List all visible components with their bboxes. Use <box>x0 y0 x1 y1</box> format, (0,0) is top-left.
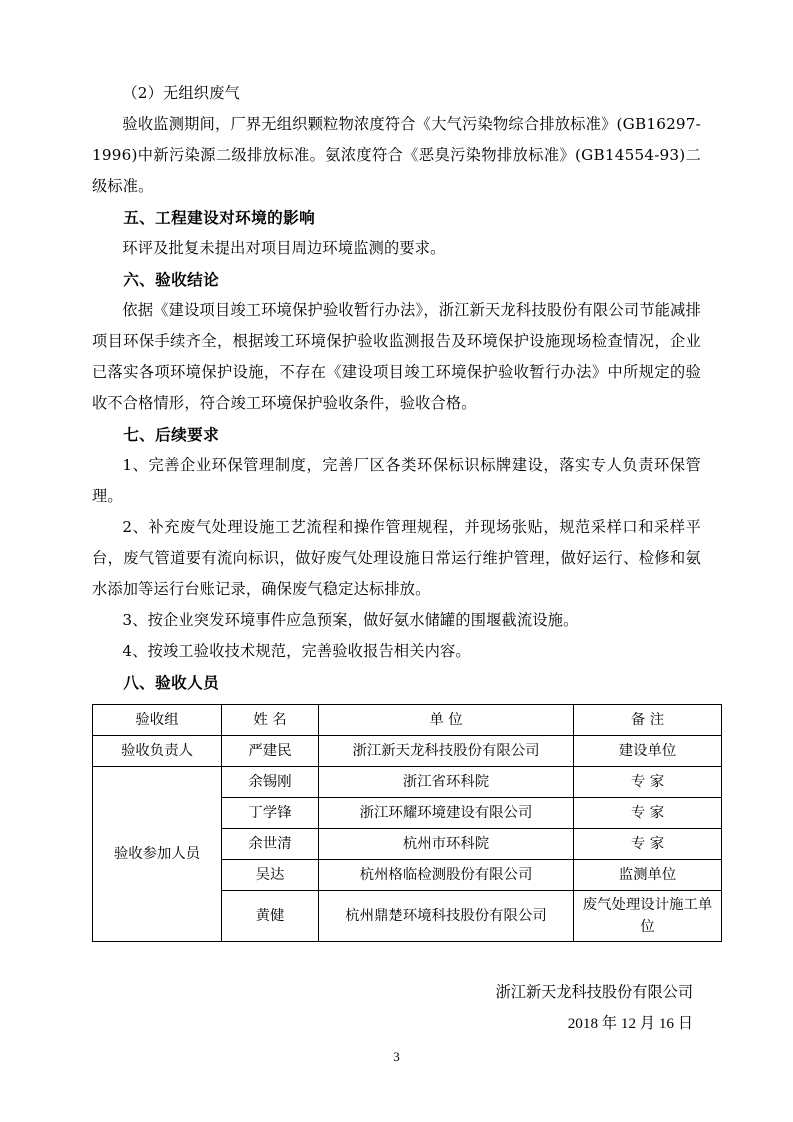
row-unit: 杭州格临检测股份有限公司 <box>319 860 574 891</box>
row-note: 建设单位 <box>574 736 722 767</box>
row-name: 余锡刚 <box>222 767 319 798</box>
table-header-note: 备 注 <box>574 705 722 736</box>
row-name: 吴达 <box>222 860 319 891</box>
paragraph-requirement-4: 4、按竣工验收技术规范，完善验收报告相关内容。 <box>122 642 471 660</box>
row-name: 余世清 <box>222 829 319 860</box>
signature-date: 2018 年 12 月 16 日 <box>567 1015 693 1032</box>
table-header-row <box>93 705 722 736</box>
row-name: 黄健 <box>222 891 319 942</box>
row-unit: 杭州鼎楚环境科技股份有限公司 <box>319 891 574 942</box>
row-unit: 浙江环耀环境建设有限公司 <box>319 798 574 829</box>
row-name: 丁学锋 <box>222 798 319 829</box>
paragraph-unorganized-exhaust-body: 验收监测期间，厂界无组织颗粒物浓度符合《大气污染物综合排放标准》(GB16297-1996)中新污染源二级排放标准。氨浓度符合《恶臭污染物排放标准》(GB14554-93)二级标准。 <box>92 115 701 195</box>
row-note: 监测单位 <box>574 860 722 891</box>
table-header-name: 姓 名 <box>222 705 319 736</box>
table-row <box>93 767 722 798</box>
row-group-participants: 验收参加人员 <box>93 767 222 942</box>
row-group-leader: 验收负责人 <box>93 736 222 767</box>
row-name: 严建民 <box>222 736 319 767</box>
heading-section-seven: 七、后续要求 <box>123 425 220 444</box>
row-note: 废气处理设计施工单位 <box>574 891 722 942</box>
heading-section-eight: 八、验收人员 <box>123 673 220 692</box>
table-header-unit: 单 位 <box>319 705 574 736</box>
row-note: 专 家 <box>574 798 722 829</box>
paragraph-section-five-body: 环评及批复未提出对项目周边环境监测的要求。 <box>122 239 446 257</box>
row-note: 专 家 <box>574 829 722 860</box>
row-unit: 杭州市环科院 <box>319 829 574 860</box>
heading-section-six: 六、验收结论 <box>123 270 220 289</box>
paragraph-section-six-body: 依据《建设项目竣工环境保护验收暂行办法》，浙江新天龙科技股份有限公司节能减排项目环保手续齐全，根据竣工环境保护验收监测报告及环境保护设施现场检查情况，企业已落实各项环境保护设施，不存在《建设项目竣工环境保护验收暂行办法》中所规定的验收不合格情形，符合竣工环境保护验收条件，验收合格。 <box>92 301 701 412</box>
row-unit: 浙江新天龙科技股份有限公司 <box>319 736 574 767</box>
acceptance-personnel-table <box>92 704 722 942</box>
signature-company: 浙江新天龙科技股份有限公司 <box>495 983 693 1001</box>
row-note: 专 家 <box>574 767 722 798</box>
table-header-group: 验收组 <box>93 705 222 736</box>
heading-section-five: 五、工程建设对环境的影响 <box>123 208 316 227</box>
paragraph-unorganized-exhaust-title: （2）无组织废气 <box>122 84 240 102</box>
page-number: 3 <box>393 1049 400 1064</box>
signature-block <box>92 976 701 1040</box>
table-row <box>93 736 722 767</box>
paragraph-requirement-2: 2、补充废气处理设施工艺流程和操作管理规程，并现场张贴，规范采样口和采样平台，废气管道要有流向标识，做好废气处理设施日常运行维护管理，做好运行、检修和氨水添加等运行台账记录，确保废气稳定达标排放。 <box>92 518 701 598</box>
paragraph-requirement-1: 1、完善企业环保管理制度，完善厂区各类环保标识标牌建设，落实专人负责环保管理。 <box>92 456 701 505</box>
paragraph-requirement-3: 3、按企业突发环境事件应急预案，做好氨水储罐的围堰截流设施。 <box>122 611 579 629</box>
row-unit: 浙江省环科院 <box>319 767 574 798</box>
